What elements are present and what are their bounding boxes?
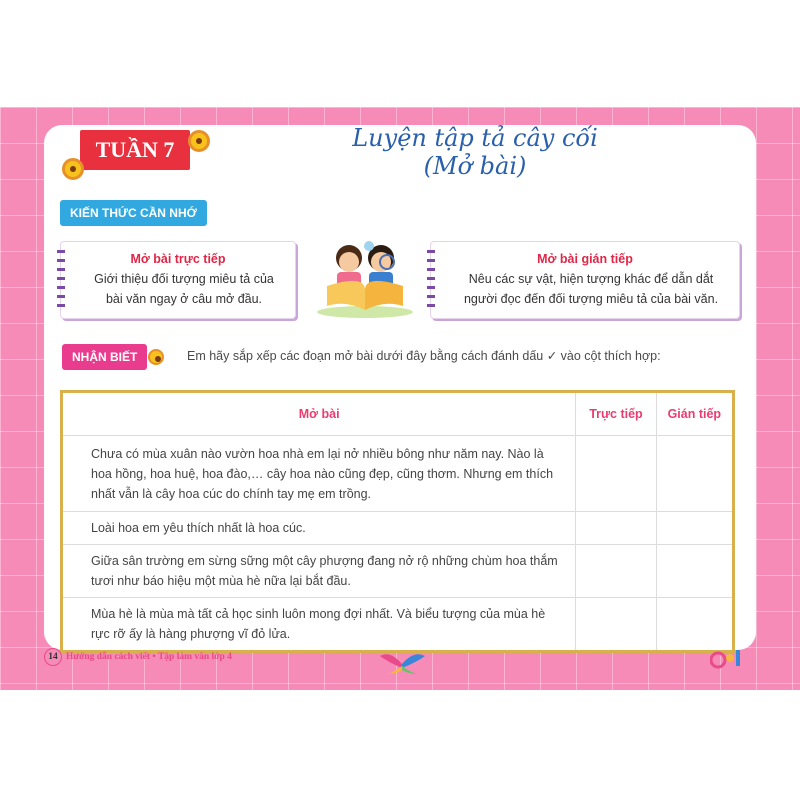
direct-answer-cell[interactable]	[576, 545, 656, 598]
sunflower-icon	[188, 130, 210, 152]
table-row	[62, 545, 734, 598]
direct-answer-cell[interactable]	[576, 598, 656, 652]
direct-answer-cell[interactable]	[576, 512, 656, 545]
indirect-intro-body	[451, 269, 731, 309]
children-reading-illustration	[315, 236, 417, 318]
wings-ornament-icon	[380, 650, 425, 676]
column-header-indirect: Gián tiếp	[656, 392, 733, 436]
exercise-table	[60, 390, 735, 653]
table-row	[62, 598, 734, 652]
indirect-answer-cell[interactable]	[656, 545, 733, 598]
title-line-2: (Mở bài)	[423, 152, 527, 180]
direct-answer-cell[interactable]	[576, 436, 656, 512]
indirect-intro-line-2: người đọc đến đối tượng miêu tả của bài văn.	[463, 292, 719, 306]
column-header-intro: Mở bài	[62, 392, 576, 436]
page-number: 14	[44, 648, 62, 666]
title-line-1: Luyện tập tả cây cối	[352, 124, 598, 152]
lesson-title	[330, 124, 620, 180]
indirect-intro-line-1: Nêu các sự vật, hiện tượng khác để dẫn dắt	[468, 272, 714, 286]
direct-intro-box	[60, 241, 296, 319]
intro-text-cell: Loài hoa em yêu thích nhất là hoa cúc.	[62, 512, 576, 545]
week-badge: TUẦN 7	[80, 130, 190, 170]
book-title: Hướng dẫn cách viết • Tập làm văn lớp 4	[66, 652, 232, 662]
direct-intro-body	[81, 269, 287, 309]
intro-text-cell: Giữa sân trường em sừng sững một cây phượng đang nở rộ những chùm hoa thắm tươi như báo hiệu một mùa hè nữa lại bắt đầu.	[62, 545, 576, 598]
indirect-answer-cell[interactable]	[656, 436, 733, 512]
flower-icon	[148, 349, 164, 365]
direct-intro-line-2: bài văn ngay ở câu mở đầu.	[105, 292, 263, 306]
intro-text-cell: Mùa hè là mùa mà tất cả học sinh luôn mong đợi nhất. Và biểu tượng của mùa hè rực rỡ ấy là hàng phượng vĩ đỏ lửa.	[62, 598, 576, 652]
direct-intro-line-1: Giới thiệu đối tượng miêu tả của	[94, 272, 274, 286]
indirect-intro-title: Mở bài gián tiếp	[537, 252, 633, 266]
indirect-answer-cell[interactable]	[656, 598, 733, 652]
indirect-intro-box	[430, 241, 740, 319]
direct-intro-title: Mở bài trực tiếp	[130, 252, 226, 266]
column-header-direct: Trực tiếp	[576, 392, 656, 436]
table-row	[62, 512, 734, 545]
exercise-tag: NHẬN BIẾT	[62, 344, 147, 370]
table-header-row	[62, 392, 734, 436]
table-row	[62, 436, 734, 512]
sunflower-icon	[62, 158, 84, 180]
publisher-logo-icon	[710, 646, 744, 670]
intro-text-cell: Chưa có mùa xuân nào vườn hoa nhà em lại nở nhiều bông như năm nay. Nào là hoa hồng, hoa huệ, hoa đào,… cây hoa nào cũng đẹp, cũng thơm. Nhưng em thích nhất vẫn là cây hoa cúc do chính tay mẹ em trồng.	[62, 436, 576, 512]
knowledge-tag: KIẾN THỨC CẦN NHỚ	[60, 200, 207, 226]
indirect-answer-cell[interactable]	[656, 512, 733, 545]
page-footer	[44, 648, 232, 666]
exercise-instruction: Em hãy sắp xếp các đoạn mở bài dưới đây bằng cách đánh dấu ✓ vào cột thích hợp:	[187, 349, 661, 363]
